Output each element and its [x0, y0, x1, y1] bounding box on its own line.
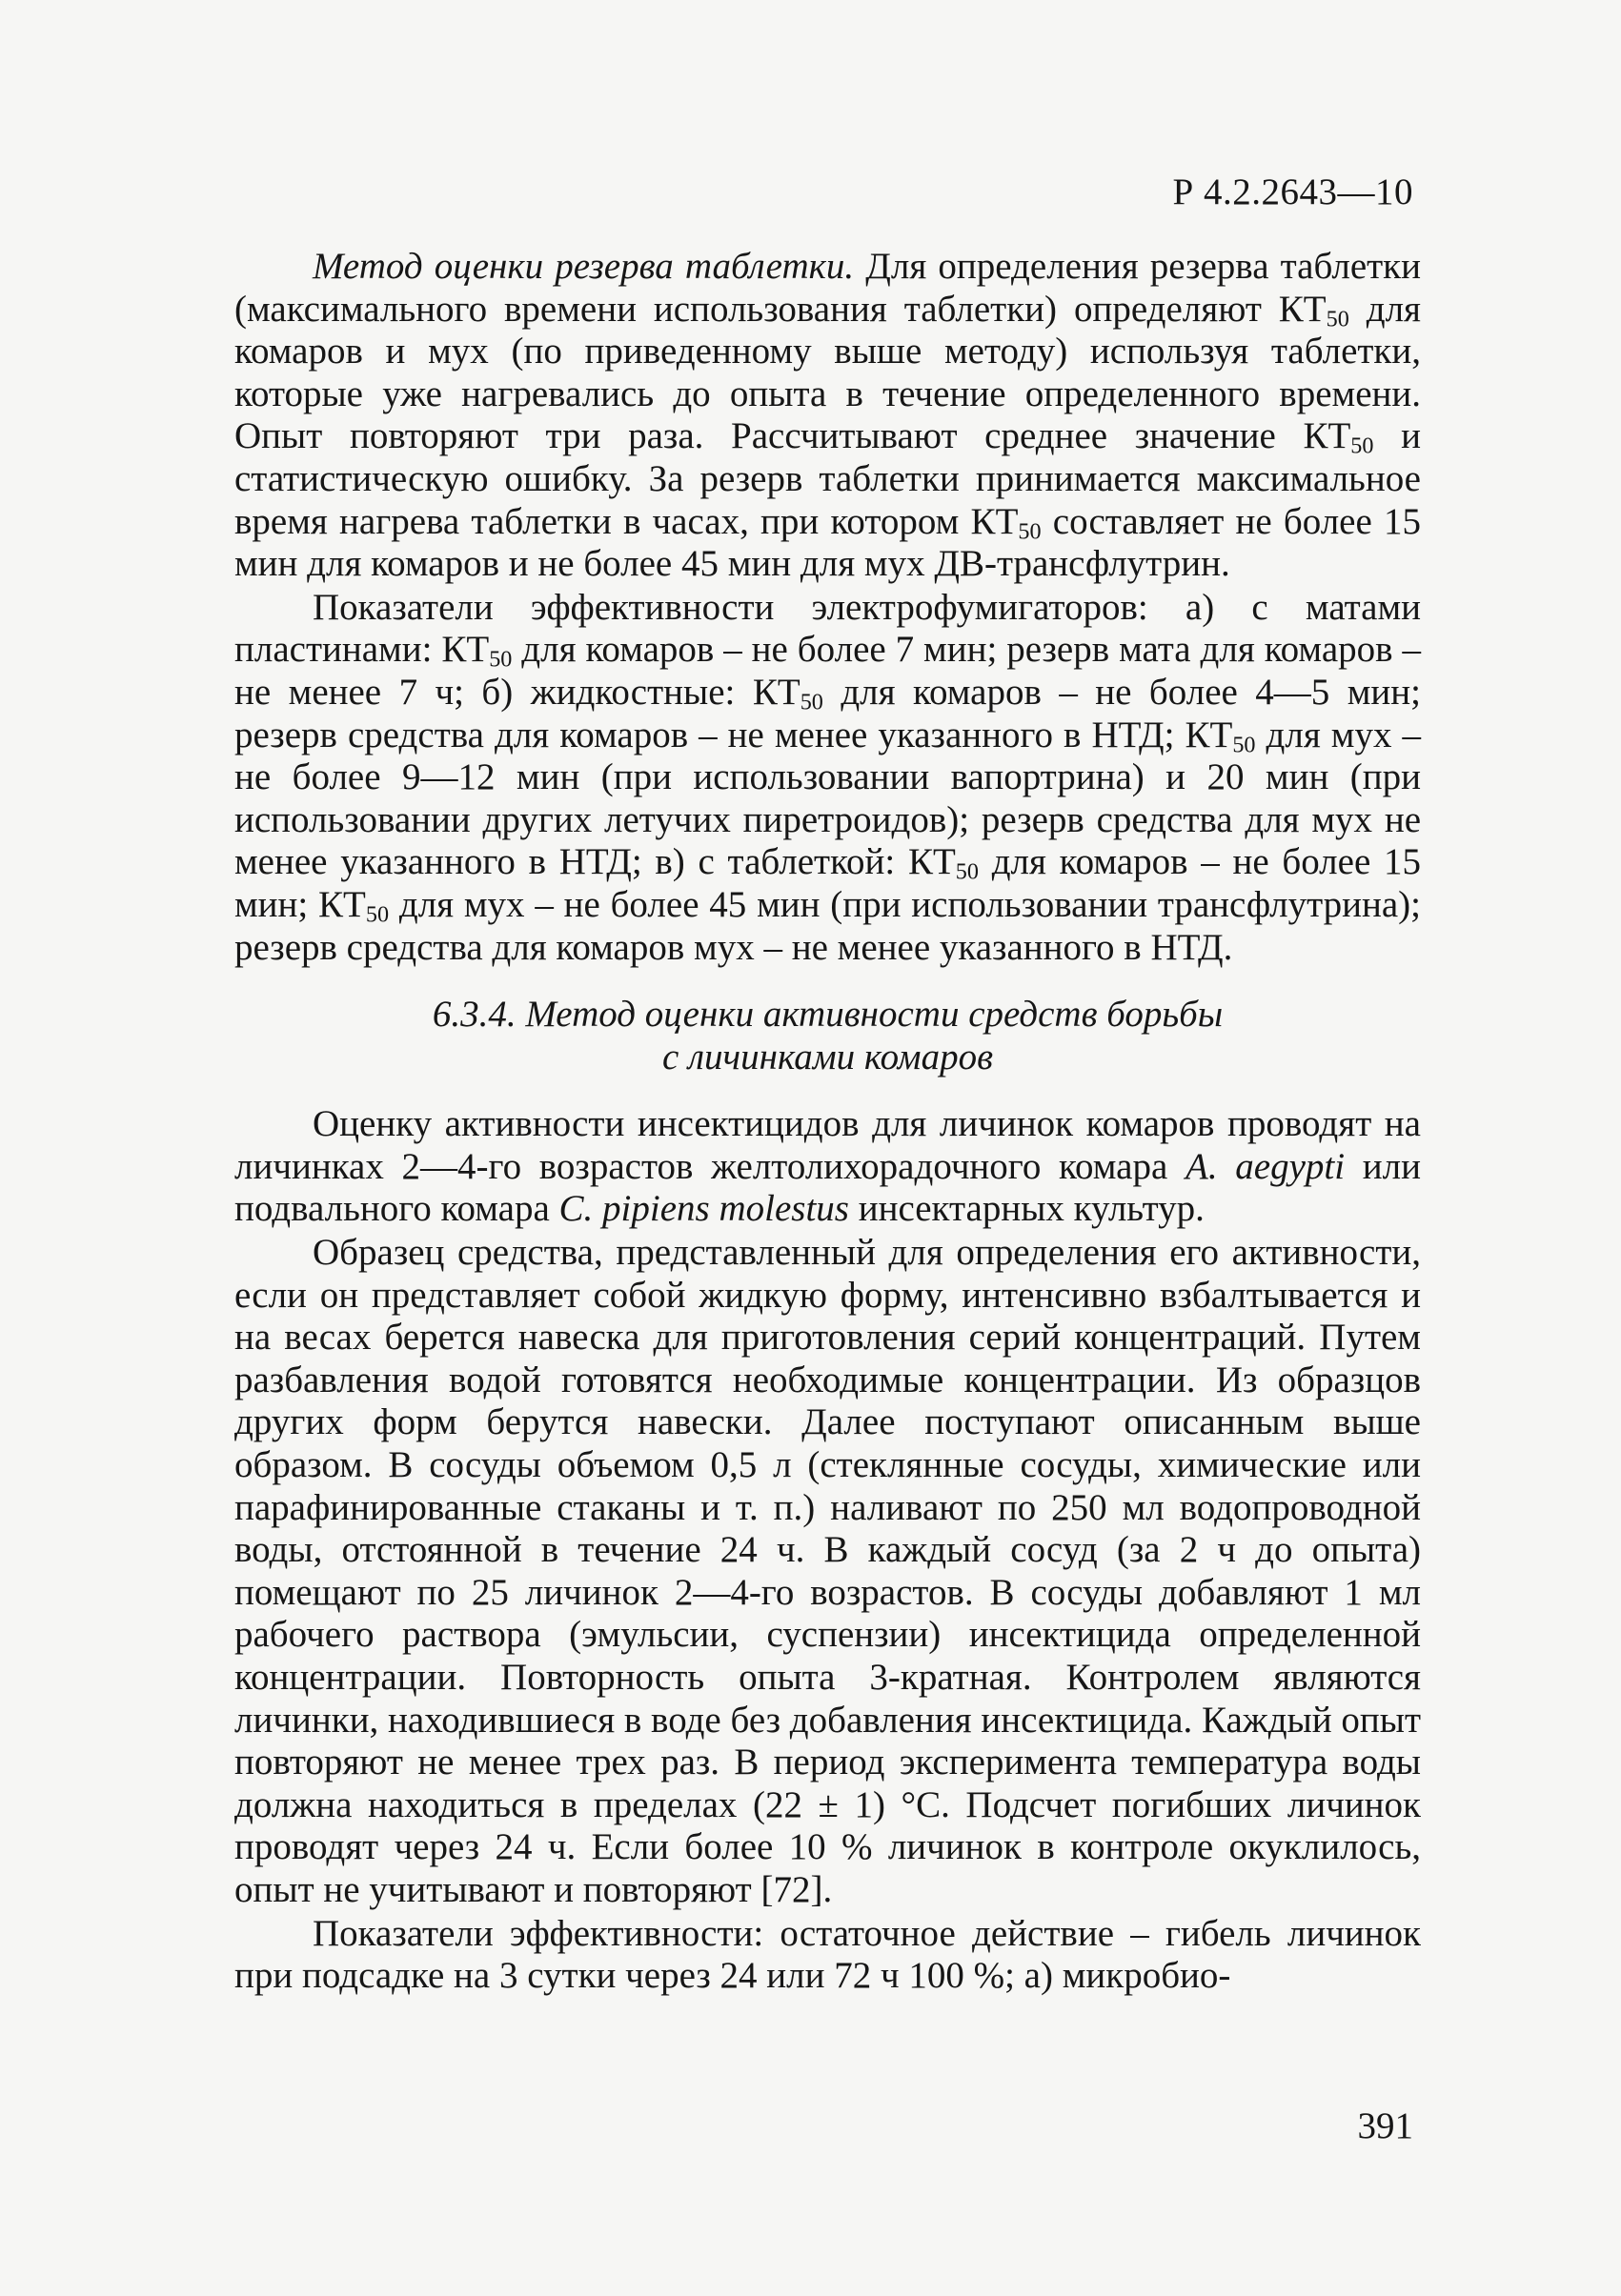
text-run: для комаров – не более 7 мин; резерв мата для комаров – не менее 7 ч; б) жидкостные: КТ — [234, 629, 1421, 713]
text-run: составляет не более 15 мин для комаров и не более 45 мин для мух ДВ-трансфлутрин. — [234, 500, 1421, 585]
text-run: инсектарных культур. — [848, 1188, 1205, 1230]
text-run: или подвального комара — [234, 1145, 1421, 1230]
text-run: для мух – не более 45 мин (при использовании трансфлутрина); резерв средства для комаров мух – не менее указанного в НТД. — [234, 883, 1421, 968]
paragraph-efficiency-residual: Показатели эффективности: остаточное действие – гибель личинок при подсадке на 3 сутки через 24 или 72 ч 100 %; а) микробио- — [234, 1912, 1421, 1997]
paragraph-efficiency-indicators — [234, 587, 1421, 969]
subscript-50: 50 — [1326, 305, 1349, 332]
species-name-italic: C. pipiens molestus — [558, 1188, 849, 1230]
section-heading — [234, 994, 1421, 1078]
species-name-italic: A. aegypti — [1185, 1145, 1346, 1187]
paragraph-larvae-assessment — [234, 1103, 1421, 1231]
text-run: Показатели эффективности электрофумигаторов: а) с матами пластинами: КТ — [234, 586, 1421, 671]
paragraph-lead-italic: Метод оценки резерва таблетки. — [313, 246, 855, 287]
text-run: для комаров – не более 15 мин; КТ — [234, 841, 1421, 925]
section-heading-line-1: 6.3.4. Метод оценки активности средств борьбы — [432, 994, 1224, 1036]
subscript-50: 50 — [955, 858, 979, 885]
page-number: 391 — [1357, 2105, 1413, 2146]
subscript-50: 50 — [1018, 517, 1042, 544]
text-run: и статистическую ошибку. За резерв таблетки принимается максимальное время нагрева таблетки в часах, при котором КТ — [234, 415, 1422, 542]
text-run: для комаров и мух (по приведенному выше методу) используя таблетки, которые уже нагревались до опыта в течение определенного времени. Опыт повторяют три раза. Рассчитывают среднее значение КТ — [234, 288, 1421, 457]
paragraph-sample-procedure: Образец средства, представленный для определения его активности, если он представляет собой жидкую форму, интенсивно взбалтывается и на весах берется навеска для приготовления серий концентраций. Путем разбавления водой готовятся необходимые концентрации. Из образцов других форм берутся навески. Далее поступают описанным выше образом. В сосуды объемом 0,5 л (стеклянные сосуды, химические или парафинированные стаканы и т. п.) наливают по 250 мл водопроводной воды, отстоянной в течение 24 ч. В каждый сосуд (за 2 ч до опыта) помещают по 25 личинок 2—4-го возрастов. В сосуды добавляют 1 мл рабочего раствора (эмульсии, суспензии) инсектицида определенной концентрации. Повторность опыта 3-кратная. Контролем являются личинки, находившиеся в воде без добавления инсектицида. Каждый опыт повторяют не менее трех раз. В период эксперимента температура воды должна находиться в пределах (22 ± 1) °С. Подсчет погибших личинок проводят через 24 ч. Если более 10 % личинок в контроле окуклилось, опыт не учитывают и повторяют [72]. — [234, 1232, 1421, 1910]
subscript-50: 50 — [1350, 433, 1374, 459]
document-code: Р 4.2.2643—10 — [1172, 171, 1413, 212]
subscript-50: 50 — [800, 689, 823, 715]
section-heading-line-2: с личинками комаров — [661, 1036, 994, 1078]
subscript-50: 50 — [365, 901, 390, 928]
page-body — [234, 246, 1421, 1998]
text-run: Для определения резерва таблетки (максимального времени использования таблетки) определяют КТ — [234, 246, 1421, 330]
text-run: для мух – не более 9—12 мин (при использовании вапортрина) и 20 мин (при использовании других летучих пиретроидов); резерв средства для мух не менее указанного в НТД; в) с таблеткой: КТ — [234, 714, 1421, 883]
text-run: для комаров – не более 4—5 мин; резерв средства для комаров – не менее указанного в НТД; КТ — [234, 671, 1421, 755]
paragraph-tablet-reserve-method — [234, 246, 1421, 586]
subscript-50: 50 — [1232, 731, 1256, 757]
text-run: Оценку активности инсектицидов для личинок комаров проводят на личинках 2—4-го возрастов желтолихорадочного комара — [234, 1103, 1421, 1187]
subscript-50: 50 — [489, 646, 513, 673]
